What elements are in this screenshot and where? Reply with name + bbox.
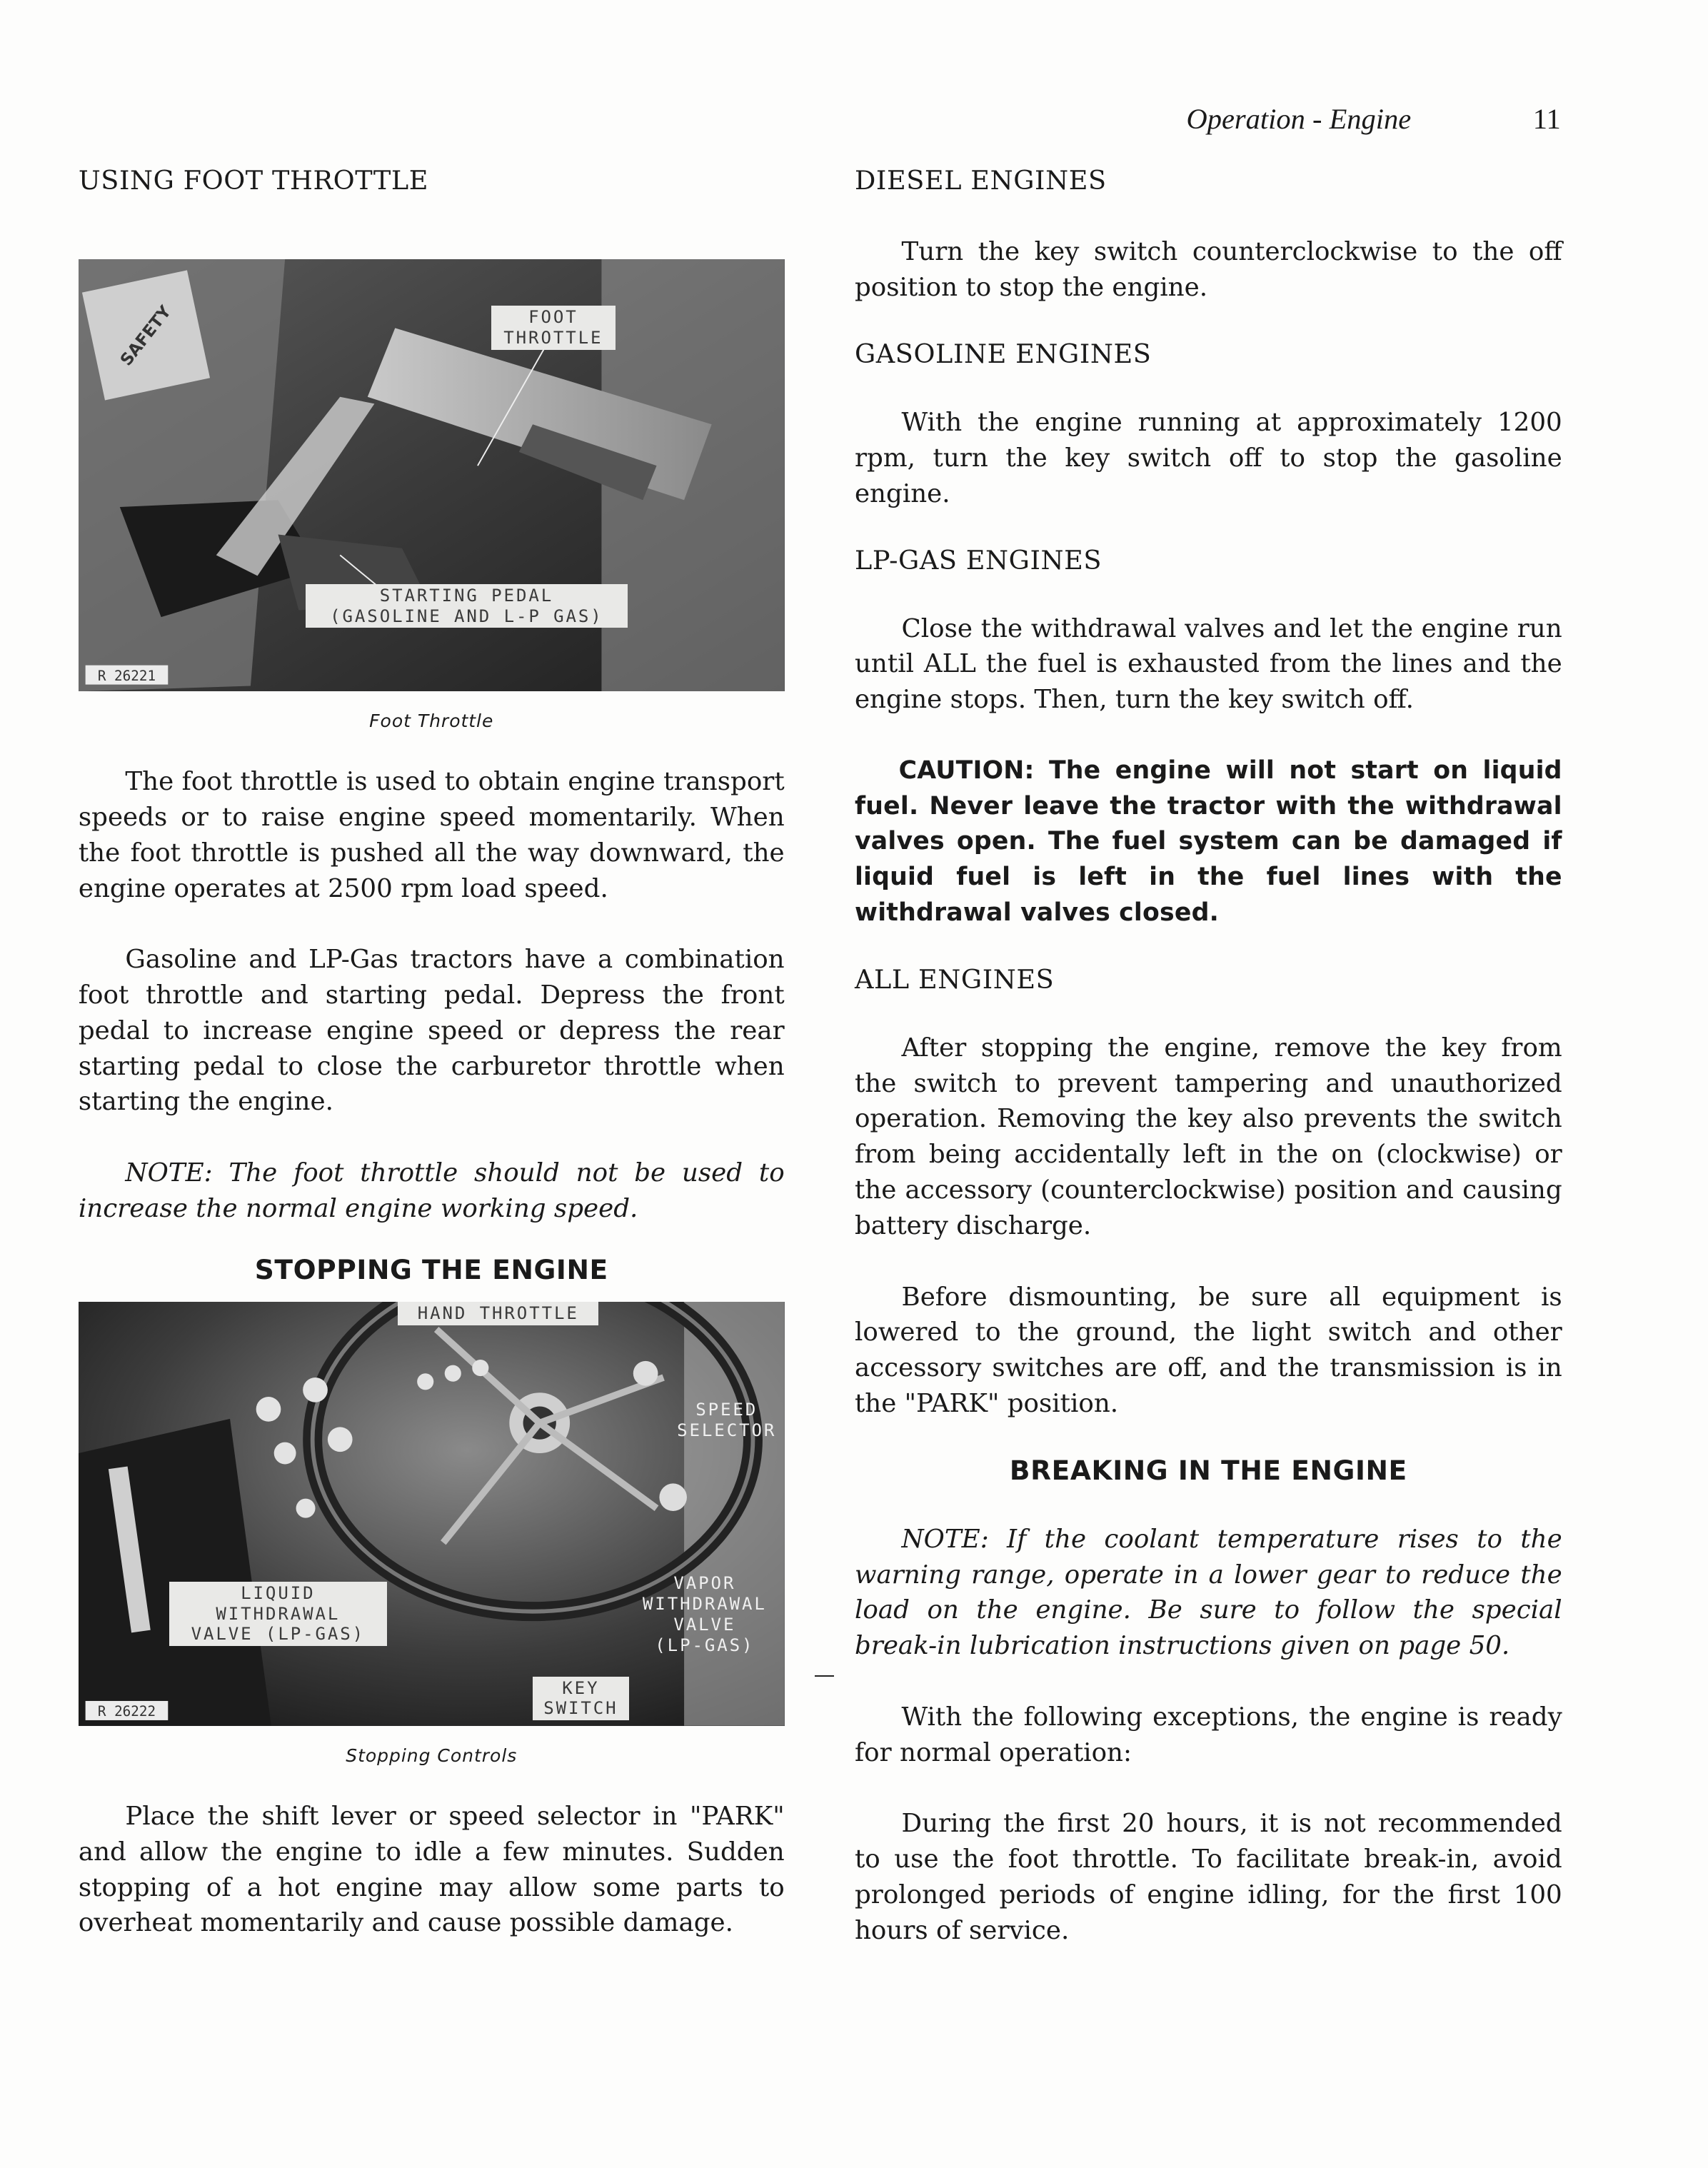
left-column	[79, 165, 785, 1941]
callout-foot-throttle-line2: THROTTLE	[503, 328, 603, 348]
heading-diesel-engines: DIESEL ENGINES	[854, 165, 1107, 196]
margin-mark	[815, 1675, 834, 1677]
callout-vapor-valve-line4: (LP-GAS)	[655, 1635, 755, 1655]
heading-all-engines: ALL ENGINES	[854, 963, 1055, 995]
paragraph-all-engines-2: Before dismounting, be sure all equipment is lowered to the ground, the light switch and other accessory switches are off, and the transmission is in the "PARK" position.	[854, 1282, 1562, 1418]
heading-gasoline-engines: GASOLINE ENGINES	[854, 338, 1152, 369]
callout-liquid-withdrawal-valve	[169, 1582, 387, 1647]
paragraph-break-in-2: During the first 20 hours, it is not recommended to use the foot throttle. To facilitate break-in, avoid prolonged periods of engine idling, for the first 100 hours of service.	[854, 1809, 1562, 1945]
heading-stopping-the-engine: STOPPING THE ENGINE	[254, 1254, 608, 1286]
heading-using-foot-throttle: USING FOOT THROTTLE	[78, 165, 429, 196]
heading-lp-gas-engines: LP-GAS ENGINES	[854, 544, 1102, 576]
right-column	[855, 165, 1562, 1948]
callout-key-switch-line2: SWITCH	[543, 1698, 618, 1719]
callout-liquid-valve-line2: WITHDRAWAL	[216, 1603, 341, 1624]
page-number: 11	[1532, 102, 1561, 135]
note-break-in: NOTE: If the coolant temperature rises to the warning range, operate in a lower gear to reduce the load on the engine. Be sure to follow the special break-in lubrication instructions given on page 50.	[854, 1524, 1562, 1661]
figure-foot-throttle	[79, 259, 785, 691]
paragraph-diesel: Turn the key switch counterclockwise to the off position to stop the engine.	[854, 237, 1562, 302]
stopping-controls-photo	[79, 1302, 785, 1726]
callout-liquid-valve-line1: LIQUID	[241, 1582, 316, 1603]
caption-foot-throttle: Foot Throttle	[369, 711, 494, 732]
paragraph-stopping: Place the shift lever or speed selector in "PARK" and allow the engine to idle a few minutes. Sudden stopping of a hot engine may allow some parts to overheat momentarily and cause possible damage.	[78, 1802, 785, 1938]
callout-vapor-withdrawal-valve	[623, 1572, 785, 1657]
paragraph-all-engines-1: After stopping the engine, remove the key from the switch to prevent tampering and unauthorized operation. Removing the key also prevents the switch from being accidentally left in the on (clockwise) or the accessory (counterclockwise) position and causing battery discharge.	[854, 1033, 1562, 1240]
callout-hand-throttle-line1: HAND THROTTLE	[417, 1303, 579, 1324]
callout-key-switch-line1: KEY	[562, 1677, 600, 1698]
paragraph-break-in-1: With the following exceptions, the engine is ready for normal operation:	[854, 1702, 1562, 1767]
callout-speed-selector-line2: SELECTOR	[677, 1420, 777, 1441]
callout-hand-throttle	[398, 1302, 598, 1325]
callout-speed-selector	[668, 1398, 785, 1442]
callout-speed-selector-line1: SPEED	[695, 1400, 758, 1420]
safety-sticker-text: SAFETY	[116, 302, 176, 370]
paragraph-lp-gas: Close the withdrawal valves and let the engine run until ALL the fuel is exhausted from the lines and the engine stops. Then, turn the key switch off.	[854, 613, 1562, 715]
caption-stopping-controls: Stopping Controls	[346, 1745, 518, 1767]
callout-foot-throttle	[491, 306, 615, 350]
callout-vapor-valve-line1: VAPOR	[673, 1573, 736, 1594]
section-title: Operation - Engine	[1186, 102, 1412, 135]
photo-number-2: R 26222	[97, 1703, 156, 1720]
heading-breaking-in-the-engine: BREAKING IN THE ENGINE	[1009, 1454, 1407, 1486]
callout-foot-throttle-line1: FOOT	[528, 307, 578, 328]
callout-starting-pedal-line2: (GASOLINE AND L-P GAS)	[330, 606, 603, 626]
paragraph-foot-throttle-1: The foot throttle is used to obtain engine transport speeds or to raise engine speed momentarily. When the foot throttle is pushed all the way downward, the engine operates at 2500 rpm load speed.	[78, 767, 785, 903]
callout-liquid-valve-line3: VALVE (LP-GAS)	[191, 1624, 366, 1645]
paragraph-foot-throttle-2: Gasoline and LP-Gas tractors have a combination foot throttle and starting pedal. Depress the front pedal to increase engine speed or depress the rear starting pedal to close the carburetor throttle when starting the engine.	[78, 945, 785, 1117]
paragraph-gasoline: With the engine running at approximately 1200 rpm, turn the key switch off to stop the gasoline engine.	[854, 408, 1562, 508]
photo-number-1: R 26221	[97, 667, 156, 684]
figure-stopping-controls	[79, 1302, 785, 1726]
callout-starting-pedal-line1: STARTING PEDAL	[379, 585, 554, 606]
callout-vapor-valve-line2: WITHDRAWAL	[642, 1594, 767, 1614]
note-foot-throttle: NOTE: The foot throttle should not be used to increase the normal engine working speed.	[78, 1158, 785, 1223]
callout-key-switch	[533, 1677, 629, 1721]
callout-starting-pedal	[306, 584, 628, 628]
caution-fuel-system: CAUTION: The engine will not start on liquid fuel. Never leave the tractor with the withdrawal valves open. The fuel system can be damaged if liquid fuel is left in the fuel lines with the withdrawal valves closed.	[854, 756, 1562, 927]
running-head	[1187, 102, 1561, 136]
callout-vapor-valve-line3: VALVE	[673, 1614, 736, 1635]
